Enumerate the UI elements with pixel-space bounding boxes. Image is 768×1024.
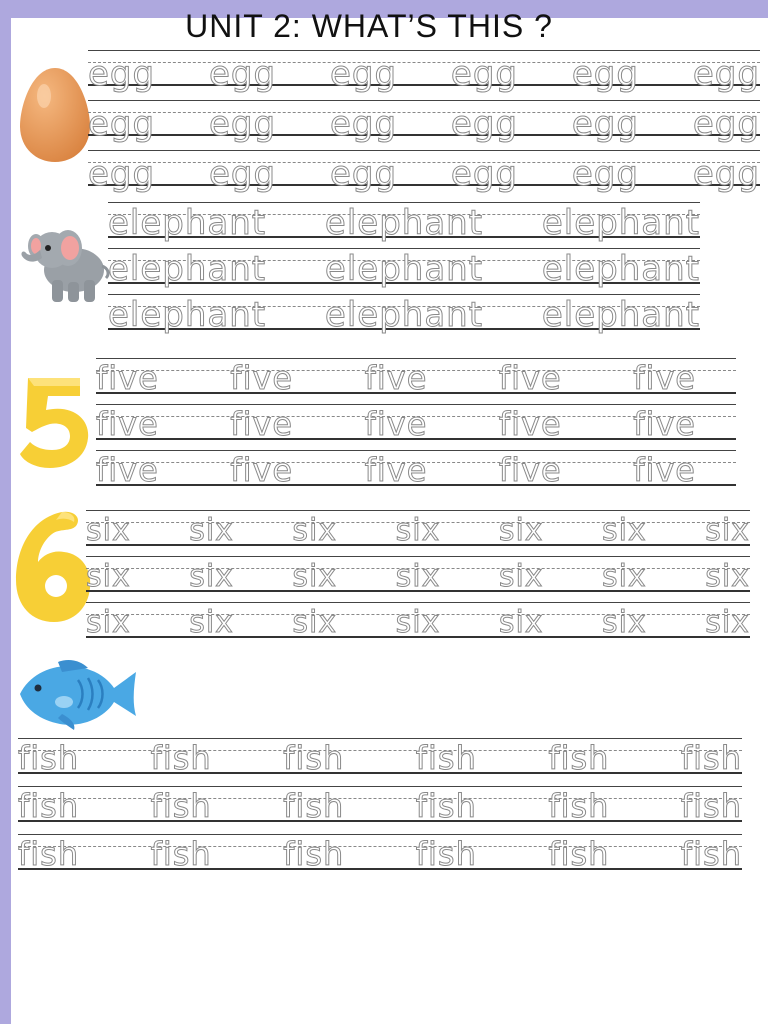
tracing-row [86, 556, 750, 602]
trace-word: six [86, 559, 131, 594]
trace-word: fish [680, 739, 742, 777]
trace-word: elephant [324, 249, 484, 289]
tracing-row [88, 100, 760, 150]
trace-word: egg [571, 54, 639, 94]
trace-word: six [602, 513, 647, 548]
tracing-row [96, 450, 736, 496]
trace-word: six [395, 559, 441, 594]
trace-word: elephant [108, 203, 267, 243]
trace-word: five [230, 359, 294, 397]
trace-word: fish [283, 787, 345, 825]
trace-word: egg [450, 154, 518, 194]
trace-word: five [230, 451, 294, 489]
trace-word: egg [208, 54, 277, 94]
trace-word: five [96, 359, 159, 397]
trace-word: five [96, 451, 159, 489]
trace-word: egg [329, 54, 398, 94]
trace-word: five [96, 405, 159, 443]
egg-picture [18, 66, 92, 164]
trace-word: egg [329, 154, 398, 194]
trace-word: elephant [324, 203, 484, 243]
section-egg [88, 50, 760, 200]
trace-word: six [189, 559, 234, 594]
tracing-row [88, 150, 760, 200]
trace-word: fish [680, 787, 742, 825]
trace-word: fish [548, 739, 610, 777]
tracing-row [108, 294, 700, 340]
trace-word: six [292, 513, 338, 548]
trace-word: egg [692, 104, 760, 144]
trace-word: six [292, 605, 338, 640]
trace-word: six [292, 559, 338, 594]
trace-word: six [86, 513, 131, 548]
trace-word: elephant [324, 295, 484, 335]
trace-word: six [705, 559, 750, 594]
number-five-picture [16, 372, 92, 472]
trace-word: egg [208, 104, 277, 144]
trace-word: five [633, 405, 696, 443]
section-fish [18, 738, 742, 882]
trace-word: egg [329, 104, 398, 144]
trace-word: six [395, 513, 441, 548]
tracing-row [96, 404, 736, 450]
trace-word: six [498, 513, 544, 548]
trace-word: six [705, 513, 750, 548]
trace-word: fish [548, 835, 610, 873]
trace-word: egg [88, 154, 156, 194]
section-elephant [108, 202, 700, 340]
trace-word: five [498, 359, 562, 397]
trace-word: egg [692, 154, 760, 194]
trace-word: egg [571, 154, 639, 194]
tracing-row [108, 248, 700, 294]
trace-word: fish [18, 787, 80, 825]
trace-word: six [498, 605, 544, 640]
trace-word: fish [150, 787, 212, 825]
trace-word: egg [208, 154, 277, 194]
elephant-picture [16, 222, 112, 306]
trace-word: egg [692, 54, 760, 94]
trace-word: six [395, 605, 441, 640]
trace-word: six [189, 513, 234, 548]
trace-word: fish [415, 739, 477, 777]
fish-picture [18, 658, 140, 730]
trace-word: elephant [108, 249, 267, 289]
trace-word: five [633, 359, 696, 397]
trace-word: egg [450, 104, 518, 144]
trace-word: six [602, 559, 647, 594]
trace-word: six [705, 605, 750, 640]
trace-word: five [633, 451, 696, 489]
section-five [96, 358, 736, 496]
trace-word: five [498, 405, 562, 443]
trace-word: fish [283, 835, 345, 873]
trace-word: five [364, 451, 428, 489]
trace-word: fish [548, 787, 610, 825]
tracing-row [108, 202, 700, 248]
trace-word: egg [88, 104, 156, 144]
trace-word: six [602, 605, 647, 640]
tracing-row [18, 738, 742, 786]
trace-word: five [498, 451, 562, 489]
trace-word: fish [18, 835, 80, 873]
trace-word: five [364, 405, 428, 443]
page-frame-left [0, 0, 11, 1024]
tracing-row [88, 50, 760, 100]
trace-word: six [86, 605, 131, 640]
trace-word: six [498, 559, 544, 594]
tracing-row [86, 602, 750, 648]
trace-word: egg [450, 54, 518, 94]
trace-word: elephant [541, 295, 700, 335]
number-six-picture [12, 508, 94, 626]
trace-word: five [364, 359, 428, 397]
trace-word: fish [18, 739, 80, 777]
tracing-row [18, 834, 742, 882]
trace-word: fish [415, 787, 477, 825]
trace-word: egg [88, 54, 156, 94]
trace-word: fish [283, 739, 345, 777]
worksheet-title: UNIT 2: WHAT’S THIS ? [185, 8, 553, 44]
trace-word: elephant [108, 295, 267, 335]
trace-word: six [189, 605, 234, 640]
trace-word: fish [415, 835, 477, 873]
tracing-row [96, 358, 736, 404]
tracing-row [86, 510, 750, 556]
trace-word: five [230, 405, 294, 443]
trace-word: elephant [541, 203, 700, 243]
trace-word: egg [571, 104, 639, 144]
trace-word: fish [680, 835, 742, 873]
tracing-row [18, 786, 742, 834]
trace-word: elephant [541, 249, 700, 289]
trace-word: fish [150, 835, 212, 873]
section-six [86, 510, 750, 648]
trace-word: fish [150, 739, 212, 777]
